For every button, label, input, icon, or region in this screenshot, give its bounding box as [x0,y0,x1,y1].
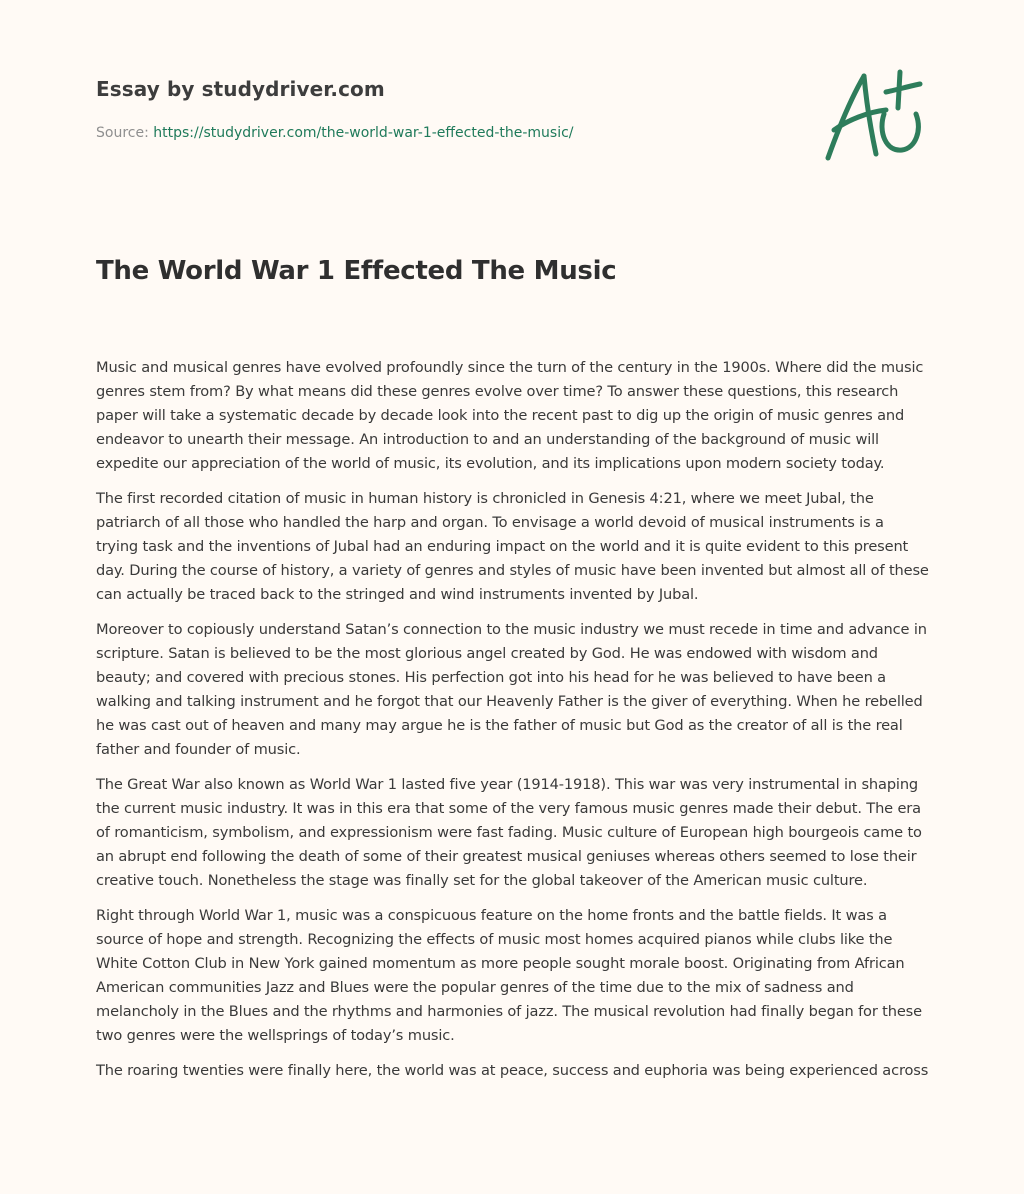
essay-paragraph: Moreover to copiously understand Satan’s connection to the music industry we must recede in time and advance in scripture. Satan is believed to be the most glorious angel created by God. He was endowed with wisdom and beauty; and covered with precious stones. His perfection got into his head for he was believed to have been a walking and talking instrument and he forgot that our Heavenly Father is the giver of everything. When he rebelled he was cast out of heaven and many may argue he is the father of music but God as the creator of all is the real father and founder of music. [96,621,927,758]
essay-paragraph: Music and musical genres have evolved profoundly since the turn of the century in the 1900s. Where did the music genres stem from? By what means did these genres evolve over time? To answer these questions, this research paper will take a systematic decade by decade look into the recent past to dig up the origin of music genres and endeavor to unearth their message. An introduction to and an understanding of the background of music will expedite our appreciation of the world of music, its evolution, and its implications upon modern society today. [96,359,924,472]
source-label: Source: [96,125,154,141]
essay-paragraph: The first recorded citation of music in human history is chronicled in Genesis 4:21, where we meet Jubal, the patriarch of all those who handled the harp and organ. To envisage a world devoid of musical instruments is a trying task and the inventions of Jubal had an enduring impact on the world and it is quite evident to this present day. During the course of history, a variety of genres and styles of music have been invented but almost all of these can actually be traced back to the stringed and wind instruments invented by Jubal. [96,490,929,603]
a-plus-logo-icon [820,68,930,168]
source-line [96,125,574,141]
essay-paragraph: Right through World War 1, music was a conspicuous feature on the home fronts and the battle fields. It was a source of hope and strength. Recognizing the effects of music most homes acquired pianos while clubs like the White Cotton Club in New York gained momentum as more people sought morale boost. Originating from African American communities Jazz and Blues were the popular genres of the time due to the mix of sadness and melancholy in the Blues and the rhythms and harmonies of jazz. The musical revolution had finally began for these two genres were the wellsprings of today’s music. [96,907,922,1044]
essay-paragraph: The Great War also known as World War 1 lasted five year (1914-1918). This war was very instrumental in shaping the current music industry. It was in this era that some of the very famous music genres made their debut. The era of romanticism, symbolism, and expressionism were fast fading. Music culture of European high bourgeois came to an abrupt end following the death of some of their greatest musical geniuses whereas others seemed to lose their creative touch. Nonetheless the stage was finally set for the global takeover of the American music culture. [96,776,922,889]
source-link[interactable]: https://studydriver.com/the-world-war-1-effected-the-music/ [153,125,574,141]
site-brand: Essay by studydriver.com [96,77,385,101]
essay-paragraph: The roaring twenties were finally here, the world was at peace, success and euphoria was being experienced across [96,1062,929,1079]
essay-body [96,356,930,1094]
essay-title: The World War 1 Effected The Music [96,256,617,286]
